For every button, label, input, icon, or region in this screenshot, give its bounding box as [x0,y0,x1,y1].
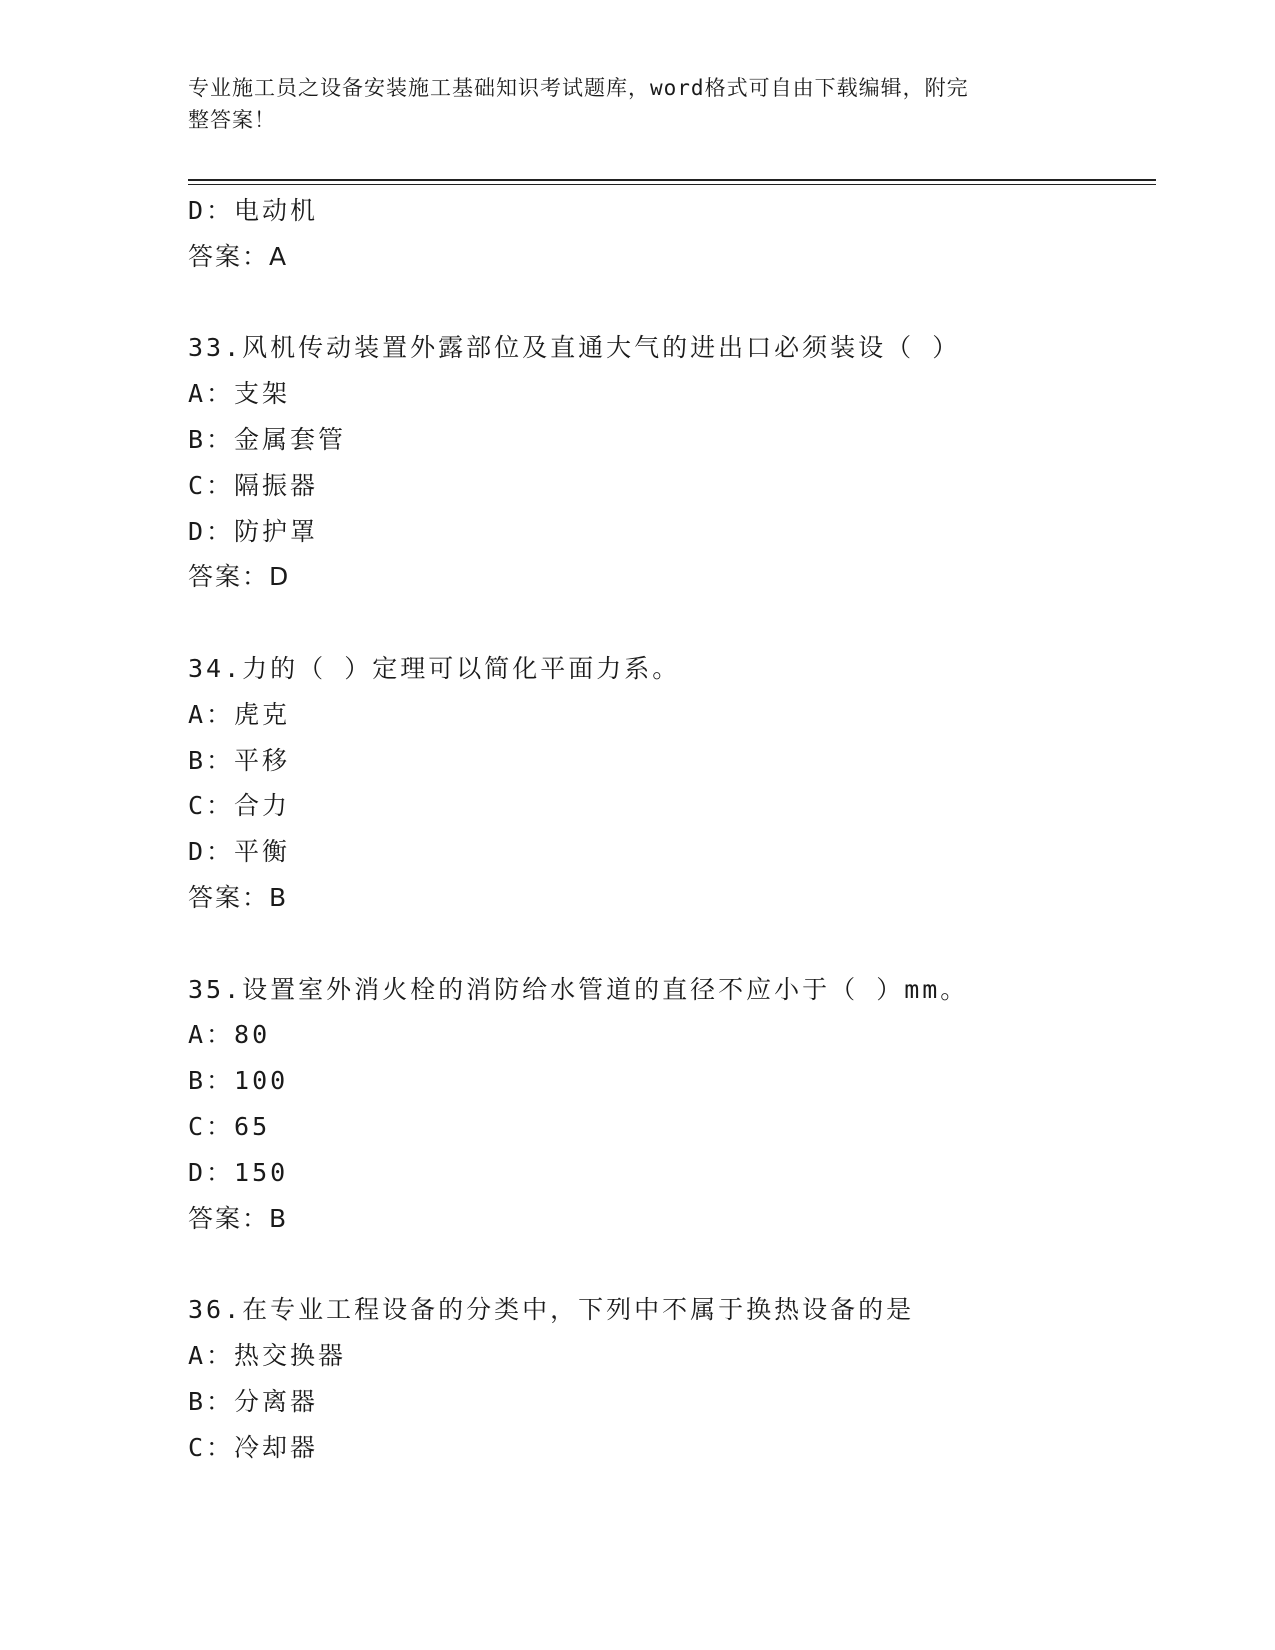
answer: 答案：B [188,1203,289,1233]
question-33 [188,325,1148,600]
option-b: B：平移 [188,745,291,775]
question-stem: 36.在专业工程设备的分类中，下列中不属于换热设备的是 [188,1295,915,1325]
question-stem: 34.力的（ ）定理可以简化平面力系。 [188,653,681,683]
question-35 [188,967,1148,1242]
answer: 答案：B [188,882,289,912]
option-b: B：100 [188,1066,289,1096]
answer: 答案：A [188,241,289,271]
option-d: D：防护罩 [188,516,319,546]
spacer [188,921,1148,967]
question-34 [188,646,1148,921]
option-b: B：金属套管 [188,424,347,454]
option-a: A：支架 [188,379,291,409]
spacer [188,280,1148,326]
option-c: C：65 [188,1111,271,1141]
header-divider-thick [188,179,1156,181]
question-36 [188,1287,1148,1470]
option-a: A：虎克 [188,699,291,729]
header-line-1: 专业施工员之设备安装施工基础知识考试题库，word格式可自由下载编辑，附完 [188,76,969,100]
question-list [188,188,1148,1470]
header-line-2: 整答案！ [188,108,276,132]
spacer [188,1241,1148,1287]
answer: 答案：D [188,562,291,592]
question-stem: 33.风机传动装置外露部位及直通大气的进出口必须装设（ ） [188,333,961,363]
option-d: D：电动机 [188,196,319,225]
document-header [188,72,1068,136]
option-c: C：隔振器 [188,470,319,500]
option-a: A：80 [188,1020,271,1050]
option-c: C：合力 [188,791,291,821]
option-a: A：热交换器 [188,1340,347,1370]
option-d: D：150 [188,1157,289,1187]
header-divider-thin [188,184,1156,185]
question-stem: 35.设置室外消火栓的消防给水管道的直径不应小于（ ）mm。 [188,974,969,1004]
spacer [188,600,1148,646]
option-c: C：冷却器 [188,1432,319,1462]
option-d: D：平衡 [188,837,291,867]
option-b: B：分离器 [188,1386,319,1416]
